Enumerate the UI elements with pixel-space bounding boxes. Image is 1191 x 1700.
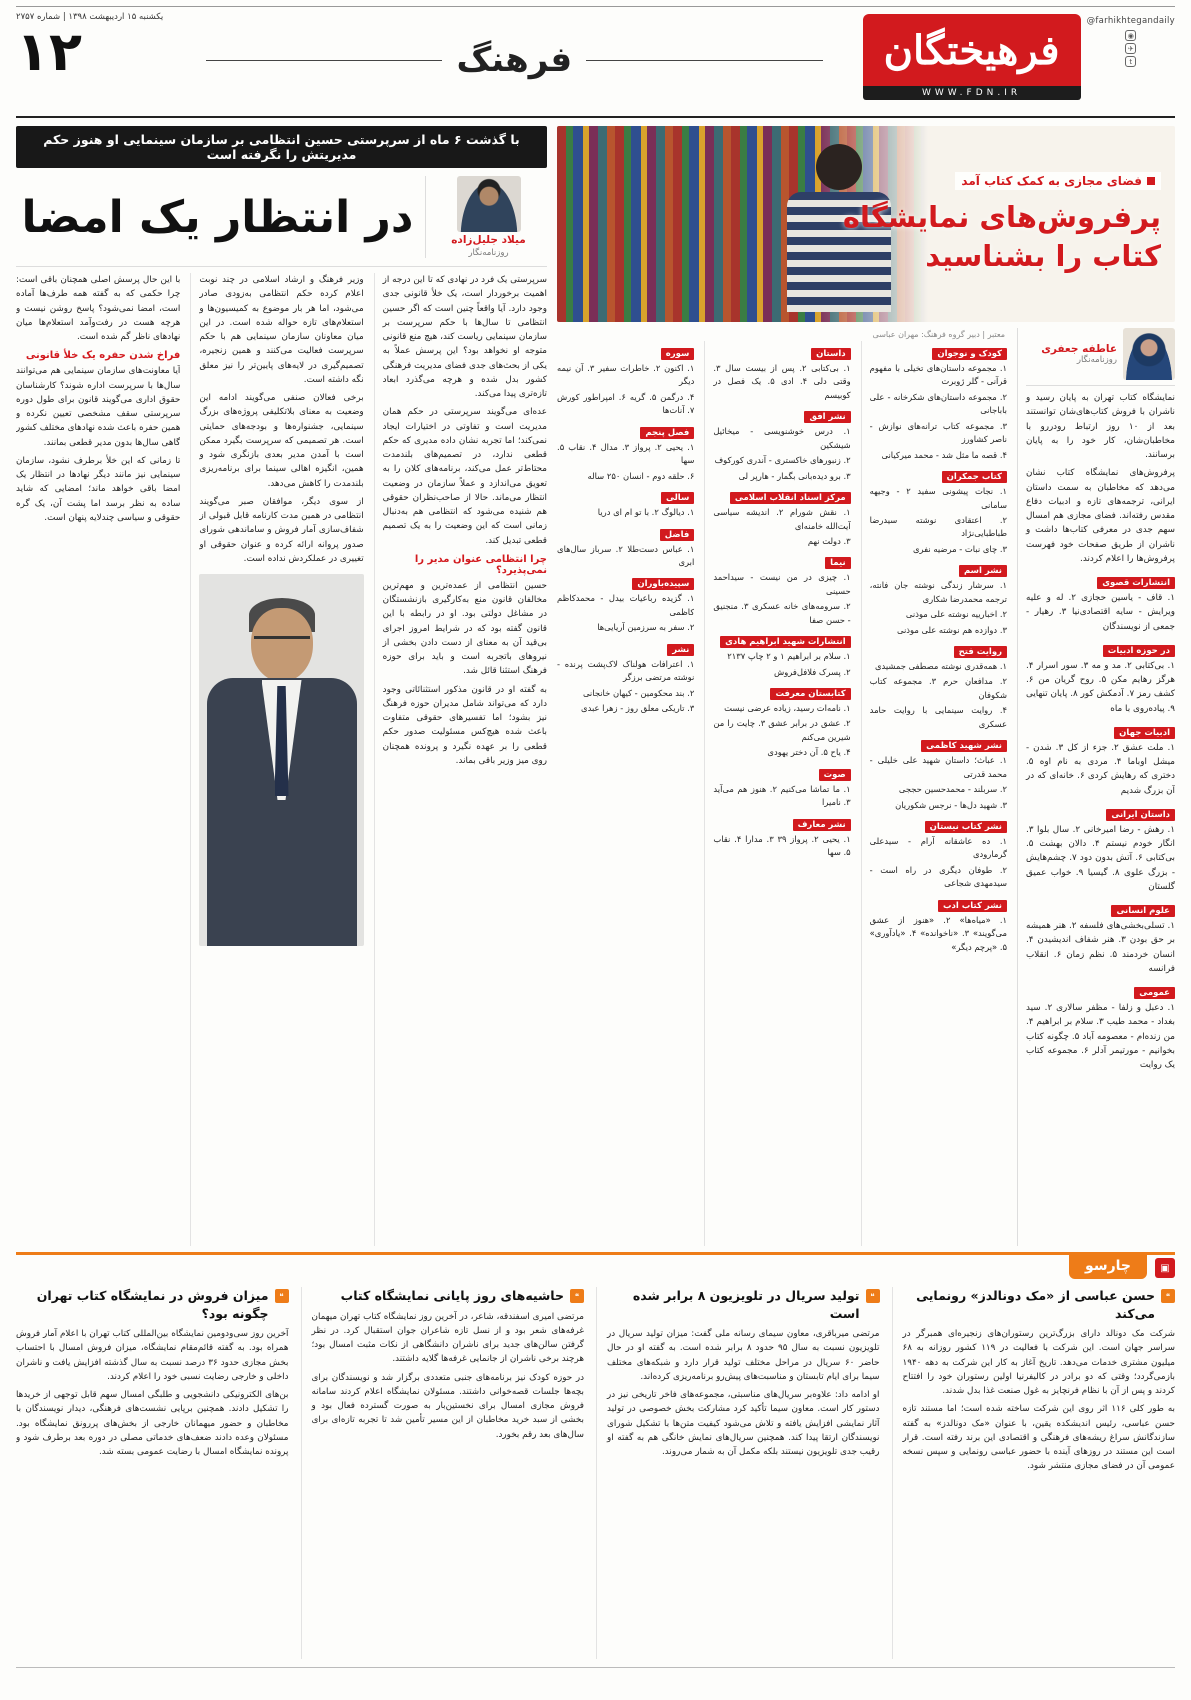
lead-paragraph: سرپرستی یک فرد در نهادی که تا این درجه از اهمیت برخوردار است، یک خلأ قانونی جدی وجود دارد. آیا واقعاً چنین است که اگر حسین انتظامی تا سال‌ها با حکم سرپرست بر سازمان سینمایی ریاست کند، هیچ منع قانونی متوجه او نخواهد بود؟ این پرسش عملاً به یکی از بحث‌های جدی فضای مدیریت فرهنگی کشور بدل شده و هرچه می‌گذرد ابعاد تازه‌تری پیدا می‌کند. [382,275,547,399]
charsoo-title: چارسو [1069,1255,1147,1279]
book-item: ۳. برو دیده‌بانی بگمار - هارپر لی [738,470,851,481]
social-handle: @farhikhtegandaily [1086,16,1175,26]
lead-paragraph: به گفته او در قانون مذکور استثنائاتی وجود دارد که می‌تواند شامل مدیران حوزه فرهنگ نیز بشود؛ اما تفسیرهای حقوقی متفاوت باعث شده هیچ‌کس مسئولیت صدور حکم قطعی را بر عهده نگیرد و پرونده همچنان روی میز وزیر باقی بماند. [382,684,547,766]
charsoo-article-title: میزان فروش در نمایشگاه کتاب تهران چگونه بود؟ [36,1288,269,1321]
charsoo-paragraph: مرتضی میرباقری، معاون سیمای رسانه ملی گفت: میزان تولید سریال در تلویزیون نسبت به سال ۹۵ حدود ۸ برابر شده است. به گفته او در حال حاضر ۶۰ سریال در مراحل مختلف تولید قرار دارد و شبکه‌های مختلف سیما برای ایام تابستان و مناسبت‌های پیش‌رو برنامه‌ریزی کرده‌اند. [607,1329,880,1382]
book-section-title: فصل پنجم [640,427,694,439]
logo-title: فرهیختگان [863,14,1081,86]
book-item: ۲. اخبارییه نوشته علی موذنی [905,609,1007,620]
rail-paragraph: ۱. ملت عشق ۲. جزء از کل ۳. شدن - میشل اوباما ۴. مردی به نام اوه ۵. دختری که رهایش کردی ۶. خانه‌ای که در آن بزرگ شدیم [1026,742,1175,796]
social-block [1087,16,1175,67]
book-section-title: نشر معارف [793,819,851,831]
book-section-title: نشر [667,644,694,656]
book-column [557,341,694,1246]
book-section-title: صوت [819,769,851,781]
rail-paragraph: ۱. قاف - یاسین حجازی ۲. له و علیه ویرایش - سایه اقتصادی‌نیا ۳. رهیار - جمعی از نویسندگان [1026,593,1175,632]
book-item: ۱. ده عاشقانه آرام - سیدعلی گرمارودی [869,835,1007,860]
book-item: ۲. مجموعه داستان‌های شکرخانه - علی باباجانی [869,391,1007,416]
book-item: ۱. «میاه‌ها» ۲. «هنوز از عشق می‌گویند» ۳. «ناخوانده» ۴. «یادآوری» ۵. «پرچم دیگر» [869,914,1007,952]
lead-column-3 [16,273,180,1246]
book-item: ۳. چای نبات - مرضیه نفری [912,543,1007,554]
lead-column-2 [190,273,363,1246]
bookfair-photo [557,126,1175,322]
quote-icon [866,1289,880,1303]
book-item: ۱. همه‌قدری نوشته مصطفی جمشیدی [874,661,1007,671]
section-title: فرهنگ [456,40,573,80]
charsoo-article [596,1287,880,1659]
book-item: ۲. سرومه‌های خانه عسکری ۳. منجنیق - حسن صفا [713,601,851,625]
lead-paragraph: برخی فعالان صنفی می‌گویند ادامه این وضعیت به معنای بلاتکلیفی پروژه‌های بزرگ سینمایی، جشنواره‌ها و بودجه‌های حمایتی است. هر تصمیمی که سرپرست بگیرد ممکن است با آمدن مدیر بعدی بازنگری شود و همین، انگیزه اهالی سینما برای برنامه‌ریزی بلندمدت را کاهش می‌دهد. [199,393,364,489]
book-section-title: انتشارات شهید ابراهیم هادی [720,636,851,648]
entezami-photo [199,574,363,946]
rule-right [586,60,822,61]
book-section-title: نشر افق [804,411,850,423]
book-item: ۱. سلام بر ابراهیم ۱ و ۲ چاپ ۲۱۳۷ [727,651,851,662]
page-number: ۱۲ [16,20,82,83]
lead-column-1 [374,273,547,1246]
author-photo [1123,328,1175,380]
book-item: ۶. حلقه دوم - انسان ۲۵۰ ساله [587,470,695,481]
book-section-title: کتاب جمکران [942,471,1007,483]
telegram-icon: ✈ [1125,43,1136,54]
book-item: ۳. شهید دل‌ها - نرجس شکوریان [895,799,1007,810]
book-section-title: داستان [811,348,851,360]
instagram-icon: ◉ [1125,30,1136,41]
charsoo-paragraph: مرتضی امیری اسفندقه، شاعر، در آخرین روز نمایشگاه کتاب تهران میهمان غرفه‌های شعر بود و از نسل تازه شاعران جوان استقبال کرد. در نظر گرفتن سالن‌های جدید برای ناشران دانشگاهی از نکات مثبت امسال بود؛ هرچند برخی ناشران از جانمایی غرفه‌ها گلایه داشتند. [311,1311,584,1365]
feature-kicker: فضای مجازی به کمک کتاب آمد [955,172,1161,190]
book-item: ۱. نقش شورام ۲. اندیشه سیاسی آیت‌الله خامنه‌ای [713,507,851,531]
lead-paragraph: وزیر فرهنگ و ارشاد اسلامی در چند نوبت اعلام کرده حکم انتظامی به‌زودی صادر می‌شود، اما هر بار موضوع به کمیسیون‌ها و استعلام‌های تازه حواله شده است. در این میان معاونان سازمان سینمایی هم با حکم سرپرست فعالیت می‌کنند و همین زنجیره، تصمیم‌گیری در لایه‌های پایین‌تر را نیز معلق نگه داشته است. [199,275,364,385]
book-section-title: نشر اسم [959,565,1007,577]
lead-author-name: میلاد جلیل‌زاده [451,234,526,246]
book-item: ۳. دوازده هم نوشته علی موذنی [896,624,1007,635]
masthead [863,10,1175,100]
lead-col-text-3 [16,273,180,529]
charsoo-article-title: تولید سریال در تلویزیون ۸ برابر شده است [632,1288,860,1321]
charsoo-paragraph: او ادامه داد: علاوه‌بر سریال‌های مناسبتی، مجموعه‌های فاخر تاریخی نیز در دستور کار است. معاون سیما تأکید کرد مشارکت بخش خصوصی در تولید آثار نمایشی افزایش یافته و تلاش می‌شود کیفیت متن‌ها با تشکیل شورای نویسندگان ارتقا پیدا کند. همچنین سریال‌های نمایش خانگی هم به گفته او رقیب جدی تلویزیون نیستند بلکه مکمل آن به شمار می‌روند. [607,1390,880,1457]
charsoo-article [301,1287,585,1659]
lead-paragraph: تا زمانی که این خلأ برطرف نشود، سازمان سینمایی نیز مانند دیگر نهادها در انتظار یک امضا باقی خواهد ماند؛ امضایی که شاید ساده به نظر برسد اما پشت آن، یک گره حقوقی و سیاسی چندلایه پنهان است. [16,455,181,523]
book-item: ۱. نامه‌ات رسید، زیاده عرضی نیست [724,703,851,713]
lead-article [16,126,547,1246]
quote-icon [275,1289,289,1303]
charsoo-article-head [903,1287,1176,1322]
lead-kicker: با گذشت ۶ ماه از سرپرستی حسین انتظامی بر سازمان سینمایی او هنوز حکم مدیریتش را نگرفته است [16,126,547,168]
book-item: ۲. سربلند - محمدحسین حججی [898,784,1007,795]
book-item: ۱. چیزی در من نیست - سیداحمد حسینی [713,572,851,596]
charsoo-paragraph: آخرین روز سی‌ودومین نمایشگاه بین‌المللی کتاب تهران با اعلام آمار فروش همراه بود. به گفته قائم‌مقام نمایشگاه، میزان فروش امسال با احتساب بخش مجازی حدود ۳۶ درصد نسبت به سال گذشته افزایش یافت و ناشران داخلی و خارجی رضایت نسبی خود را اعلام کردند. [16,1329,289,1382]
lead-author-role: روزنامه‌نگار [468,248,509,258]
rail-section-title: داستان ایرانی [1106,809,1175,821]
book-item: ۱. نجات پیشونی سفید ۲ - وجیهه سامانی [869,486,1007,510]
lead-paragraph: با این حال پرسش اصلی همچنان باقی است: چرا حکمی که به گفته همه طرف‌ها آماده است، امضا نمی‌شود؟ پاسخ روشن نیست و هرچه هست در رفت‌وآمد استعلام‌ها میان نهادهای ناظر گم شده است. [16,275,181,342]
book-item: ۲. پسرک فلافل‌فروش [774,666,851,677]
book-item: ۲. طوفان دیگری در راه است - سیدمهدی شجاعی [869,864,1007,889]
book-item: ۱. یحیی ۲. پرواز ۳۹ ۳. مدارا ۴. نقاب ۵. سها [713,833,851,858]
bottom-rule [16,1667,1175,1668]
lead-author-card [425,176,543,258]
book-item: ۳. تاریکی معلق روز - زهرا عبدی [581,703,695,713]
charsoo-icon: ▣ [1155,1258,1175,1278]
book-section-title: سپیده‌باوران [632,578,694,590]
book-item: ۱. مجموعه داستان‌های تخیلی با مفهوم قرآنی - گلر ژوبرت [869,363,1007,387]
charsoo-bar [16,1252,1175,1279]
book-section-title: سوره [661,348,695,360]
book-item: ۲. سفر به سرزمین آریایی‌ها [597,622,695,633]
lead-author-photo [457,176,521,232]
charsoo-article [16,1287,289,1659]
charsoo-article-head [607,1287,880,1322]
book-item: ۱. درس خوشنویسی - میخائیل شیشکین [713,426,851,450]
section-head [206,40,823,80]
feature-author-card [1026,328,1175,386]
book-item: ۱. یحیی ۲. پرواز ۳. مدال ۴. نقاب ۵. سها [557,441,695,466]
book-item: ۴. قصه ما مثل شد - محمد میرکیانی [881,449,1007,460]
charsoo-article-title: حسن عباسی از «مک دونالدز» رونمایی می‌کند [916,1288,1155,1321]
rail-paragraph: ۱. دعبل و زلفا - مظفر سالاری ۲. سید بغداد - محمد طیب ۳. سلام بر ابراهیم ۴. من زنده‌ام - معصومه آباد ۵. چگونه کتاب بخوانیم - مورتیمر آدلر ۶. مجموعه کتاب یک روایت [1026,1003,1175,1070]
book-item: ۴. درگمن ۵. گریه ۶. امپراطور کورش ۷. آنات‌ها [557,391,695,416]
book-item: ۲. بند محکومین - کیهان خانجانی [582,687,695,698]
lead-paragraph: از سوی دیگر، موافقان صبر می‌گویند انتظامی در همین مدت کارنامه قابل قبولی از شفاف‌سازی آمار فروش و ساماندهی شورای صدور پروانه ارائه کرده و عنوان حقوقی او تغییری در عملکردش نداده است. [199,496,364,564]
website-bar: WWW.FDN.IR [863,86,1081,100]
twitter-icon: t [1125,56,1136,67]
quote-icon [1161,1289,1175,1303]
social-icons [1125,30,1136,67]
quote-icon [570,1289,584,1303]
top-rule [16,6,1175,7]
lead-col-text-1 [383,273,547,772]
book-section-title: فاضل [660,529,695,541]
book-section-title: روایت فتح [954,646,1007,658]
charsoo-paragraph: به طور کلی ۱۱۶ اثر روی این شرکت ساخته شده است؛ اما مستند تازه حسن عباسی، رئیس اندیشکده یقین، با عنوان «مک دونالدز» به گفته سازندگانش سراغ ریشه‌های فرهنگی و اقتصادی این برند رفته است. قرار است این مستند در روزهای آینده با حضور عباسی رونمایی و سپس نسخه عمومی آن در فضای مجازی منتشر شود. [902,1404,1175,1472]
author-role: روزنامه‌نگار [1076,355,1117,365]
rail-section-title: در حوزه ادبیات [1103,645,1175,657]
page-id [16,12,166,81]
feature-headline-block [557,126,1175,322]
lead-headline: در انتظار یک امضا [21,191,414,243]
lead-col-text-2 [199,273,363,570]
charsoo-article-head [312,1287,585,1305]
book-section-title: کتابستان معرفت [770,688,850,700]
book-item: ۲. زنبورهای خاکستری - آندری کورکوف [714,455,851,466]
feature-article [557,126,1175,1246]
lead-subhead: چرا انتظامی عنوان مدیر را نمی‌پذیرد؟ [414,553,547,576]
book-section-title: نشر کتاب ادب [938,900,1007,912]
charsoo-article [892,1287,1176,1659]
newspaper-logo [863,14,1081,100]
book-item: ۴. روایت سینمایی با روایت حامد عسکری [869,705,1007,729]
book-column [704,341,850,1246]
charsoo-article-title: حاشیه‌های روز پایانی نمایشگاه کتاب [340,1288,564,1303]
book-item: ۴. یاح ۵. آن دختر یهودی [767,747,851,758]
book-item: ۳. مجموعه کتاب ترانه‌های نوازش - ناصر کشاورز [869,420,1007,445]
charsoo-paragraph: بن‌های الکترونیکی دانشجویی و طلبگی امسال سهم قابل توجهی از خریدها را تشکیل دادند. همچنین برپایی نشست‌های فرهنگی، دیدار نویسندگان با مخاطبان و حضور میهمانان خارجی از بخش‌های پررونق نمایشگاه بود. مسئولان وعده دادند ضعف‌های خدماتی مصلی در دوره بعد برطرف شود و پرونده نمایشگاه امسال با رضایت عمومی بسته شد. [16,1390,289,1457]
book-item: ۱. اکنون ۲. خاطرات سفیر ۳. آن نیمه دیگر [557,363,695,387]
rail-paragraph: پرفروش‌های نمایشگاه کتاب نشان می‌دهد که مخاطبان به سمت داستان ایرانی، ترجمه‌های تازه و ادبیات دفاع مقدس رفته‌اند. فضای مجازی هم امسال سهم جدی در معرفی کتاب‌ها داشت و ناشران از طریق صفحات خود فهرست پرفروش‌ها را اعلام کردند. [1026,468,1175,564]
feature-headline: پرفروش‌های نمایشگاه کتاب را بشناسید [842,199,1161,273]
charsoo-section [0,1246,1191,1659]
lead-paragraph: عده‌ای می‌گویند سرپرستی در حکم همان مدیریت است و تفاوتی در اختیارات ایجاد نمی‌کند؛ اما تجربه نشان داده مدیری که حکم قطعی ندارد، در تصمیم‌های بلندمدت محتاط‌تر عمل می‌کند، برنامه‌های کلان را به تعویق می‌اندازد و عملاً سازمان در وضعیت انتظار می‌ماند. حالا از صاحب‌نظران حقوقی هم شنیده می‌شود که انتظامی هم به‌دنبال زمانی است که این وضعیت را به یک تصمیم قطعی تبدیل کند. [382,407,547,546]
rail-section-title: عمومی [1134,987,1175,999]
book-item: ۱. دیالوگ ۲. با تو ام ای دریا [597,507,695,518]
book-item: ۲. اعتقادی نوشته سیدرضا طباطبایی‌نژاد [869,514,1007,539]
book-item: ۲. مدافعان حرم ۳. مجموعه کتاب شکوفان [869,676,1007,700]
credit-line: معتبر | دبیر گروه فرهنگ: مهران عباسی [872,330,1005,339]
book-section-title: نشر کتاب نیستان [925,821,1007,833]
lead-paragraph: آیا معاونت‌های سازمان سینمایی هم می‌توانند سال‌ها با سرپرست اداره شوند؟ کارشناسان حقوق اداری می‌گویند قانون برای طول دوره سرپرستی سقف مشخصی تعیین نکرده و همین حفره باعث شده نهادهای مختلف کشور گاهی سال‌ها بدون مدیر قطعی بمانند. [16,366,181,448]
book-column [861,341,1007,1246]
book-item: ۱. گزیده رباعیات بیدل - محمدکاظم کاظمی [557,593,695,617]
book-section-title: کودک و نوجوان [932,348,1007,360]
rail-paragraph: ۱. تسلی‌بخشی‌های فلسفه ۲. هنر همیشه بر حق بودن ۳. هنر شفاف اندیشیدن ۴. انسان خردمند ۵. نظم زمان ۶. انقلاب فرانسه [1026,921,1175,974]
book-item: ۲. عشق در برابر عشق ۳. چایت را من شیرین می‌کنم [713,718,851,742]
rail-sections [1026,391,1175,1072]
lead-paragraph: حسین انتظامی از عمده‌ترین و مهم‌ترین مخالفان قانون منع به‌کارگیری بازنشستگان در مشاغل دولتی بود. او در رابطه با این قانون گفته بود که در شرایط امروز اجرای بی‌قید آن به معنای از دست دادن بخشی از نیروهای باتجربه است و باید برای حوزه فرهنگ استثنا قائل شد. [382,580,547,677]
book-item: ۱. عباث؛ داستان شهید علی خلیلی - محمد قدرتی [869,755,1007,779]
author-name: عاطفه جعفری [1041,343,1117,355]
book-section-title: مرکز اسناد انقلاب اسلامی [730,492,851,504]
book-item: ۱. بی‌کتابی ۲. پس از بیست سال ۳. وقتی دلی ۴. ادی ۵. یک فصل در کوبیسم [713,363,851,400]
rail-section-title: انتشارات قصوی [1097,577,1175,589]
lead-subhead: فراخ شدن حفره یک خلأ قانونی [25,350,181,362]
book-section-title: سالی [661,492,694,504]
page-header [0,0,1191,118]
charsoo-paragraph: در حوزه کودک نیز برنامه‌های جنبی متعددی برگزار شد و نویسندگان برای بچه‌ها جلسات قصه‌خوانی داشتند. مسئولان نمایشگاه اعلام کردند سامانه فروش مجازی امسال برای نخستین‌بار به صورت گسترده فعال بود و بخشی از سبد خرید مخاطبان از این مسیر تأمین شد تا تجربه تازه‌ای برای سال‌های بعد رقم بخورد. [311,1372,584,1440]
main-content [0,118,1191,1246]
charsoo-paragraph: شرکت مک دونالد دارای بزرگ‌ترین رستوران‌های زنجیره‌ای همبرگر در سراسر جهان است. این شرکت با فعالیت در ۱۱۹ کشور روزانه به ۶۸ میلیون مشتری خدمات می‌دهد. تاریخ آغاز به کار این شرکت به دهه ۱۹۴۰ بازمی‌گردد؛ وقتی که دو برادر در کالیفرنیا اولین رستوران خود را افتتاح کردند و پس از آن با نظام فرنچایز به غول صنعت غذا بدل شدند. [902,1329,1175,1396]
rail-paragraph: نمایشگاه کتاب تهران به پایان رسید و ناشران با فروش کتاب‌های‌شان توانستند بعد از ۱۰ روز ارتباط رودررو با مخاطبان‌شان، کار خود را به پایان برسانند. [1026,393,1175,460]
rail-paragraph: ۱. بی‌کتابی ۲. مد و مه ۳. سور اسرار ۴. هرگز رهایم مکن ۵. روح گریان من ۶. کشف رمز ۷. آدمکش کور ۸. پایان تنهایی ۹. پیاده‌روی با ماه [1026,660,1175,714]
book-lists [557,328,1007,1246]
book-section-title: نیما [825,557,851,569]
rail-section-title: ادبیات جهان [1114,727,1175,739]
book-item: ۱. ما تماشا می‌کنیم ۲. هنوز هم می‌آید ۳. نامیرا [713,783,851,808]
feature-rail [1017,328,1175,1246]
rail-section-title: علوم انسانی [1111,905,1175,917]
charsoo-article-head [16,1287,289,1322]
rule-left [206,60,442,61]
book-item: ۱. عباس دست‌طلا ۲. سرباز سال‌های ابری [557,543,695,567]
book-columns [557,341,1007,1246]
charsoo-articles [16,1287,1175,1659]
rail-paragraph: ۱. رهش - رضا امیرخانی ۲. سال بلوا ۳. انگار خودم نیستم ۴. دالان بهشت ۵. بی‌کتابی ۶. آتش بدون دود ۷. چشم‌هایش - بزرگ علوی ۸. گیسیا ۹. خواب عمیق گلستان [1026,824,1175,892]
book-item: ۳. دولت نهم [807,535,851,546]
date-line: یکشنبه ۱۵ اردیبهشت ۱۳۹۸ | شماره ۲۷۵۷ [16,12,164,22]
book-item: ۱. اعترافات هولناک لاک‌پشت پرنده - نوشته مرتضی برزگر [557,658,695,683]
book-section-title: نشر شهید کاظمی [921,740,1007,752]
book-item: ۱. سرشار زندگی نوشته جان فانته، ترجمه محمدرضا شکاری [869,580,1007,604]
